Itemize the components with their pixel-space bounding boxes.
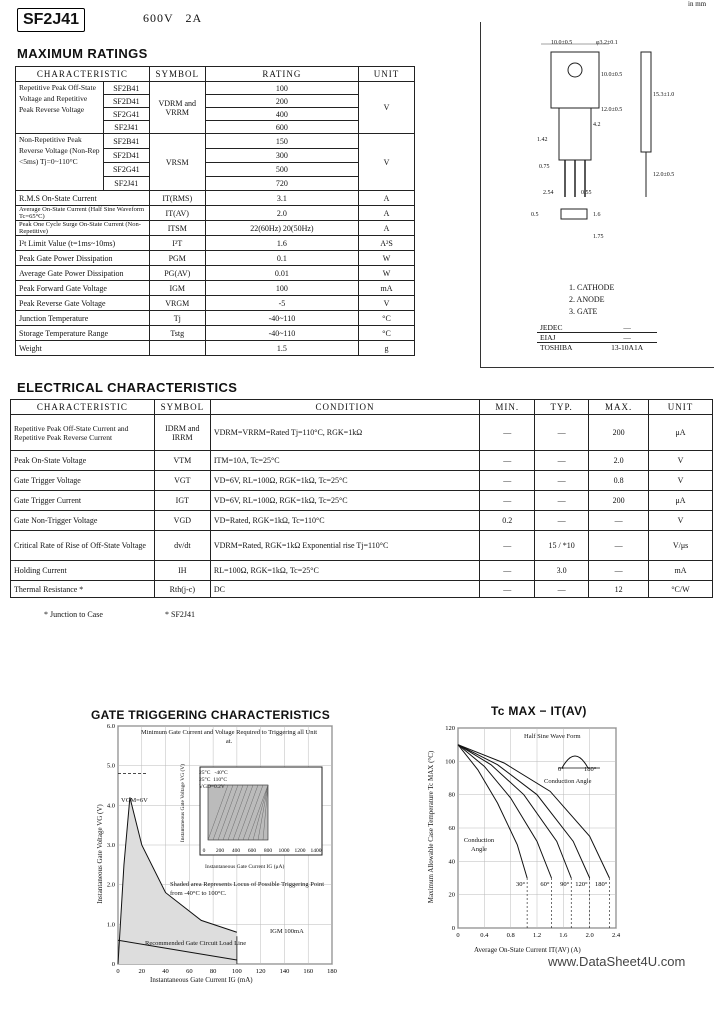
series-label: 30°	[516, 881, 526, 888]
symbol: Tj	[149, 311, 205, 326]
unit: W	[359, 251, 415, 266]
col-symbol: SYMBOL	[149, 67, 205, 82]
gate-note: Minimum Gate Current and Voltage Required to Triggering all Unit at.	[140, 729, 318, 745]
x-tick-label: 120	[255, 968, 266, 975]
unit: V	[649, 511, 713, 531]
row-label: Junction Temperature	[16, 311, 150, 326]
condition: ITM=10A, Tc=25°C	[210, 451, 479, 471]
x-tick-label: 0	[456, 932, 460, 939]
std-value: 13-10A1A	[611, 343, 644, 352]
row-label: I²t Limit Value (t=1ms~10ms)	[16, 236, 150, 251]
condition: VD=Rated, RGK=1kΩ, Tc=110°C	[210, 511, 479, 531]
tc-cond-label: Conduction Angle	[544, 778, 592, 785]
std-value: —	[597, 323, 657, 333]
gate-chart-title: GATE TRIGGERING CHARACTERISTICS	[91, 708, 331, 722]
symbol: PG(AV)	[149, 266, 205, 281]
inset-x-tick-label: 600	[247, 848, 257, 854]
min: —	[480, 451, 535, 471]
max-ratings-title: MAXIMUM RATINGS	[17, 46, 148, 61]
footnote: * Junction to Case	[44, 610, 103, 619]
row-label: Repetitive Peak Off-State Current and Repetitive Peak Reverse Current	[11, 415, 155, 451]
typ: —	[535, 511, 589, 531]
value: 500	[205, 163, 358, 177]
value: 400	[205, 108, 358, 121]
symbol: dv/dt	[154, 531, 210, 561]
inset-x-tick-label: 800	[263, 848, 273, 854]
x-tick-label: 2.4	[611, 932, 621, 939]
max: —	[589, 511, 649, 531]
value: 200	[205, 95, 358, 108]
std-name: EIAJ	[537, 333, 597, 343]
condition: DC	[210, 581, 479, 598]
y-tick-label: 0	[111, 961, 115, 968]
min: —	[480, 491, 535, 511]
elec-title: ELECTRICAL CHARACTERISTICS	[17, 380, 238, 395]
corner-note: in mm	[688, 0, 707, 8]
row-label: Peak Reverse Gate Voltage	[16, 296, 150, 311]
inset-x-tick-label: 1200	[294, 848, 306, 854]
col-symbol: SYMBOL	[154, 400, 210, 415]
inset-ylabel: Instantaneous Gate Voltage VG (V)	[180, 763, 186, 843]
dim-label: 10.0±0.5	[551, 40, 573, 46]
max: 12	[589, 581, 649, 598]
min: —	[480, 415, 535, 451]
part: SF2B41	[103, 134, 149, 149]
y-tick-label: 5.0	[106, 762, 115, 770]
row-label: Critical Rate of Rise of Off-State Voltage	[11, 531, 155, 561]
nonrep-label: Non-Repetitive Peak Reverse Voltage (Non-Rep <5ms) Tj=0~110°C	[16, 134, 104, 191]
inset-legend-item: 25°C	[199, 770, 211, 776]
value: 100	[205, 281, 358, 296]
x-tick-label: 60	[186, 968, 193, 975]
col-min: MIN.	[480, 400, 535, 415]
max: 2.0	[589, 451, 649, 471]
inset-x-tick-label: 0	[202, 848, 206, 854]
gate-ylabel: Instantaneous Gate Voltage VG (V)	[96, 804, 104, 904]
package-outline	[480, 22, 714, 368]
y-tick-label: 6.0	[106, 723, 115, 730]
inset-legend-item: 110°C	[213, 777, 228, 783]
min: —	[480, 471, 535, 491]
unit: V	[649, 451, 713, 471]
dim-label: 15.3±1.0	[653, 92, 675, 98]
dim-label: 10.0±0.5	[601, 72, 623, 78]
min: 0.2	[480, 511, 535, 531]
dim-label: 0.5	[531, 212, 539, 218]
value: 100	[205, 82, 358, 95]
value: 2.0	[205, 206, 358, 221]
nonrep-symbol: VRSM	[149, 134, 205, 191]
row-label: Storage Temperature Range	[16, 326, 150, 341]
inset-x-tick-label: 400	[231, 848, 241, 854]
nonrep-unit: V	[359, 134, 415, 191]
unit: A	[359, 206, 415, 221]
row-label: Weight	[16, 341, 150, 356]
part: SF2D41	[103, 149, 149, 163]
y-tick-label: 60	[448, 825, 455, 832]
y-tick-label: 4.0	[106, 802, 115, 810]
gate-igm-label: IGM 100mA	[270, 928, 304, 935]
x-tick-label: 0	[116, 968, 120, 975]
y-tick-label: 2.0	[106, 881, 115, 889]
series-label: 120°	[575, 881, 588, 888]
part: SF2G41	[103, 108, 149, 121]
pin-item: 3. GATE	[569, 307, 598, 316]
unit: °C	[359, 311, 415, 326]
tc-wave-label: 180°	[584, 766, 597, 773]
typ: —	[535, 491, 589, 511]
series-label: 60°	[540, 881, 550, 888]
symbol: Tstg	[149, 326, 205, 341]
dim-label: 1.42	[537, 137, 548, 143]
value: 1.6	[205, 236, 358, 251]
std-name: JEDEC	[537, 323, 597, 333]
series-label: 90°	[560, 881, 570, 888]
min: —	[480, 581, 535, 598]
row-label: Gate Non-Trigger Voltage	[11, 511, 155, 531]
x-tick-label: 2.0	[585, 932, 594, 939]
symbol: VGD	[154, 511, 210, 531]
rep-unit: V	[359, 82, 415, 134]
dim-label: 12.0±0.5	[601, 107, 623, 113]
tc-ylabel: Maximum Allowable Case Temperature Tc MAX (°C)	[427, 750, 435, 904]
gate-shade-note: Shaded area Represents Locus of Possible Triggering Point from -40°C to 100°C.	[170, 881, 324, 897]
inset-legend	[199, 770, 228, 791]
min: —	[480, 531, 535, 561]
typ: —	[535, 451, 589, 471]
symbol: IT(RMS)	[149, 191, 205, 206]
unit: mA	[649, 561, 713, 581]
typ: 3.0	[535, 561, 589, 581]
part: SF2D41	[103, 95, 149, 108]
std-name: TOSHIBA	[540, 343, 573, 352]
col-max: MAX.	[589, 400, 649, 415]
dim-label: 12.0±0.5	[653, 172, 675, 178]
x-tick-label: 40	[162, 968, 169, 975]
gate-load-line-label: Recommended Gate Circuit Load Line	[145, 940, 247, 947]
unit: V	[649, 471, 713, 491]
dim-label: 1.75	[593, 234, 604, 240]
series-label: 180°	[595, 881, 608, 888]
value: 0.01	[205, 266, 358, 281]
pin-list	[569, 282, 614, 318]
symbol: VGT	[154, 471, 210, 491]
condition: VDRM=VRRM=Rated Tj=110°C, RGK=1kΩ	[210, 415, 479, 451]
series-line	[458, 745, 527, 878]
x-tick-label: 160	[303, 968, 314, 975]
col-rating: RATING	[205, 67, 358, 82]
symbol: VRGM	[149, 296, 205, 311]
row-label: Peak One Cycle Surge On-State Current (Non-Repetitive)	[16, 221, 150, 236]
series-line	[458, 745, 551, 878]
max: 200	[589, 415, 649, 451]
value: 720	[205, 177, 358, 191]
rep-label: Repetitive Peak Off-State Voltage and Repetitive Peak Reverse Voltage	[16, 82, 104, 134]
part: SF2G41	[103, 163, 149, 177]
value: 22(60Hz) 20(50Hz)	[205, 221, 358, 236]
x-tick-label: 1.2	[532, 932, 542, 939]
part: SF2B41	[103, 82, 149, 95]
inset-xlabel: Instantaneous Gate Current IG (μA)	[205, 864, 285, 870]
pin-item: 2. ANODE	[569, 295, 605, 304]
row-label: Average Gate Power Dissipation	[16, 266, 150, 281]
typ: —	[535, 581, 589, 598]
inset-legend-item: 25°C	[199, 777, 211, 783]
series-line	[458, 745, 590, 878]
symbol: PGM	[149, 251, 205, 266]
symbol: I²T	[149, 236, 205, 251]
typ: —	[535, 415, 589, 451]
max: —	[589, 561, 649, 581]
inset-legend-item: -40°C	[214, 770, 228, 776]
tc-chart-title: Tc MAX − IT(AV)	[491, 704, 587, 718]
gate-chart	[92, 722, 342, 992]
col-unit: UNIT	[649, 400, 713, 415]
part: SF2J41	[103, 177, 149, 191]
tc-legend: Half Sine Wave Form	[524, 733, 581, 740]
unit: μA	[649, 415, 713, 451]
dim-label: φ3.2±0.1	[596, 40, 618, 46]
tc-xlabel: Average On-State Current IT(AV) (A)	[474, 946, 581, 954]
dim-label: 0.55	[581, 190, 592, 196]
col-characteristic: CHARACTERISTIC	[11, 400, 155, 415]
footnote: * SF2J41	[165, 610, 196, 619]
max: —	[589, 531, 649, 561]
condition: VDRM=Rated, RGK=1kΩ Exponential rise Tj=110°C	[210, 531, 479, 561]
value: -5	[205, 296, 358, 311]
row-label: Gate Trigger Voltage	[11, 471, 155, 491]
row-label: R.M.S On-State Current	[16, 191, 150, 206]
inset-x-tick-label: 1000	[278, 848, 290, 854]
col-characteristic: CHARACTERISTIC	[16, 67, 150, 82]
symbol: IDRM and IRRM	[154, 415, 210, 451]
unit: A	[359, 221, 415, 236]
dim-label: 2.54	[543, 190, 554, 196]
elec-table	[10, 399, 713, 598]
y-tick-label: 3.0	[106, 842, 115, 849]
x-tick-label: 1.6	[559, 932, 568, 939]
max-ratings-table	[15, 66, 415, 356]
y-tick-label: 20	[448, 891, 455, 899]
rep-symbol: VDRM and VRRM	[149, 82, 205, 134]
tc-cond-label-2: Conduction Angle	[463, 837, 495, 853]
inset-legend-item: VGD=0.2V	[199, 784, 225, 790]
row-label: Peak Gate Power Dissipation	[16, 251, 150, 266]
col-condition: CONDITION	[210, 400, 479, 415]
x-tick-label: 0.4	[480, 932, 489, 939]
y-tick-label: 120	[445, 725, 455, 732]
tc-wave-label: 0°	[558, 766, 564, 773]
gate-xlabel: Instantaneous Gate Current IG (mA)	[150, 976, 253, 984]
row-label: Peak Forward Gate Voltage	[16, 281, 150, 296]
x-tick-label: 20	[138, 968, 146, 975]
unit: °C	[359, 326, 415, 341]
x-tick-label: 140	[279, 968, 290, 975]
value: 600	[205, 121, 358, 134]
row-label: Peak On-State Voltage	[11, 451, 155, 471]
condition: RL=100Ω, RGK=1kΩ, Tc=25°C	[210, 561, 479, 581]
symbol: IGT	[154, 491, 210, 511]
unit: A²S	[359, 236, 415, 251]
x-tick-label: 100	[232, 968, 242, 975]
row-label: Thermal Resistance *	[11, 581, 155, 598]
rating-summary: 600V 2A	[143, 11, 203, 25]
unit: g	[359, 341, 415, 356]
y-tick-label: 80	[448, 791, 455, 799]
watermark: www.DataSheet4U.com	[548, 954, 686, 969]
dim-label: 0.75	[539, 164, 550, 170]
standards-table	[537, 323, 657, 352]
condition: VD=6V, RL=100Ω, RGK=1kΩ, Tc=25°C	[210, 471, 479, 491]
inset-x-tick-label: 1400	[310, 848, 322, 854]
x-tick-label: 80	[209, 968, 217, 975]
inset-x-tick-label: 200	[215, 848, 225, 854]
condition: VD=6V, RL=100Ω, RGK=1kΩ, Tc=25°C	[210, 491, 479, 511]
value: 1.5	[205, 341, 358, 356]
unit: W	[359, 266, 415, 281]
col-unit: UNIT	[359, 67, 415, 82]
max: 200	[589, 491, 649, 511]
value: 150	[205, 134, 358, 149]
symbol: ITSM	[149, 221, 205, 236]
value: -40~110	[205, 311, 358, 326]
max: 0.8	[589, 471, 649, 491]
x-tick-label: 180	[327, 968, 337, 975]
symbol	[149, 341, 205, 356]
value: 300	[205, 149, 358, 163]
symbol: IH	[154, 561, 210, 581]
symbol: Rth(j-c)	[154, 581, 210, 598]
gate-vgm-label: VGM=6V	[121, 797, 148, 804]
y-tick-label: 100	[445, 758, 455, 766]
unit: μA	[649, 491, 713, 511]
part: SF2J41	[103, 121, 149, 134]
value: 0.1	[205, 251, 358, 266]
y-tick-label: 0	[451, 925, 455, 932]
series-line	[458, 745, 571, 878]
symbol: VTM	[154, 451, 210, 471]
x-tick-label: 0.8	[506, 932, 515, 939]
unit: mA	[359, 281, 415, 296]
pin-item: 1. CATHODE	[569, 283, 615, 292]
value: 3.1	[205, 191, 358, 206]
y-tick-label: 40	[448, 858, 455, 866]
row-label: Gate Trigger Current	[11, 491, 155, 511]
unit: V	[359, 296, 415, 311]
series-line	[458, 745, 609, 878]
dim-label: 1.6	[593, 212, 601, 218]
min: —	[480, 561, 535, 581]
dim-label: 4.2	[593, 122, 601, 128]
tc-chart	[430, 722, 630, 942]
typ: —	[535, 471, 589, 491]
row-label: Average On-State Current (Half Sine Waveform Tc=65°C)	[16, 206, 150, 221]
col-typ: TYP.	[535, 400, 589, 415]
std-value: —	[597, 333, 657, 343]
value: -40~110	[205, 326, 358, 341]
unit: V/μs	[649, 531, 713, 561]
symbol: IGM	[149, 281, 205, 296]
unit: A	[359, 191, 415, 206]
part-number: SF2J41	[17, 8, 85, 32]
row-label: Holding Current	[11, 561, 155, 581]
unit: °C/W	[649, 581, 713, 598]
symbol: IT(AV)	[149, 206, 205, 221]
typ: 15 / *10	[535, 531, 589, 561]
y-tick-label: 1.0	[106, 921, 115, 929]
